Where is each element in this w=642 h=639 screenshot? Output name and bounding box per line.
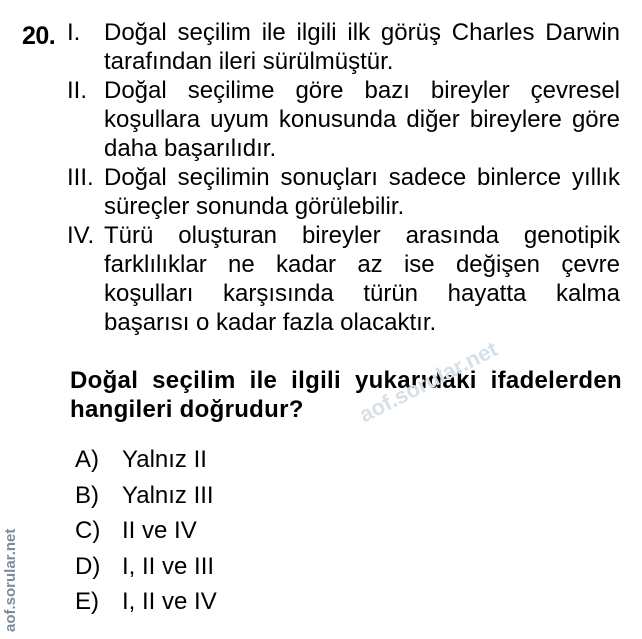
statement-text: Doğal seçilime göre bazı bireyler çevresel koşullara uyum konusunda diğer bireylere göre daha başarılıdır. bbox=[104, 77, 620, 162]
statements-list bbox=[67, 18, 620, 337]
statement-numeral: I. bbox=[67, 19, 81, 46]
statement-text: Doğal seçilim ile ilgili ilk görüş Charles Darwin tarafından ileri sürülmüştür. bbox=[104, 19, 620, 75]
statement-numeral: III. bbox=[67, 164, 94, 191]
option-text: I, II ve III bbox=[122, 552, 215, 580]
statement-3 bbox=[67, 163, 620, 221]
option-text: II ve IV bbox=[122, 517, 197, 544]
option-text: Yalnız II bbox=[122, 446, 207, 473]
statement-2 bbox=[67, 76, 620, 163]
question-number: 20. bbox=[22, 22, 56, 50]
statement-numeral: IV. bbox=[67, 222, 95, 249]
statement-4 bbox=[67, 221, 620, 337]
watermark-vertical: aof.sorular.net bbox=[2, 528, 19, 632]
statement-text: Doğal seçilimin sonuçları sadece binlerce yıllık süreçler sonunda görülebilir. bbox=[104, 164, 620, 220]
statement-1 bbox=[67, 18, 620, 76]
watermark-diagonal: aof.sorular.net bbox=[355, 336, 502, 428]
option-text: I, II ve IV bbox=[122, 588, 217, 615]
statement-text: Türü oluşturan bireyler arasında genotipik farklılıklar ne kadar az ise değişen çevre koşulları karşısında türün hayatta kalma başarısı o kadar fazla olacaktır. bbox=[104, 222, 620, 336]
option-letter: D) bbox=[75, 552, 101, 580]
option-letter: A) bbox=[75, 446, 99, 473]
option-letter: E) bbox=[75, 588, 99, 615]
question-prompt: Doğal seçilim ile ilgili yukarıdaki ifadelerden hangileri doğrudur? bbox=[70, 367, 622, 423]
option-letter: B) bbox=[75, 481, 99, 509]
option-letter: C) bbox=[75, 517, 101, 544]
statement-numeral: II. bbox=[67, 77, 88, 104]
option-text: Yalnız III bbox=[122, 481, 214, 509]
